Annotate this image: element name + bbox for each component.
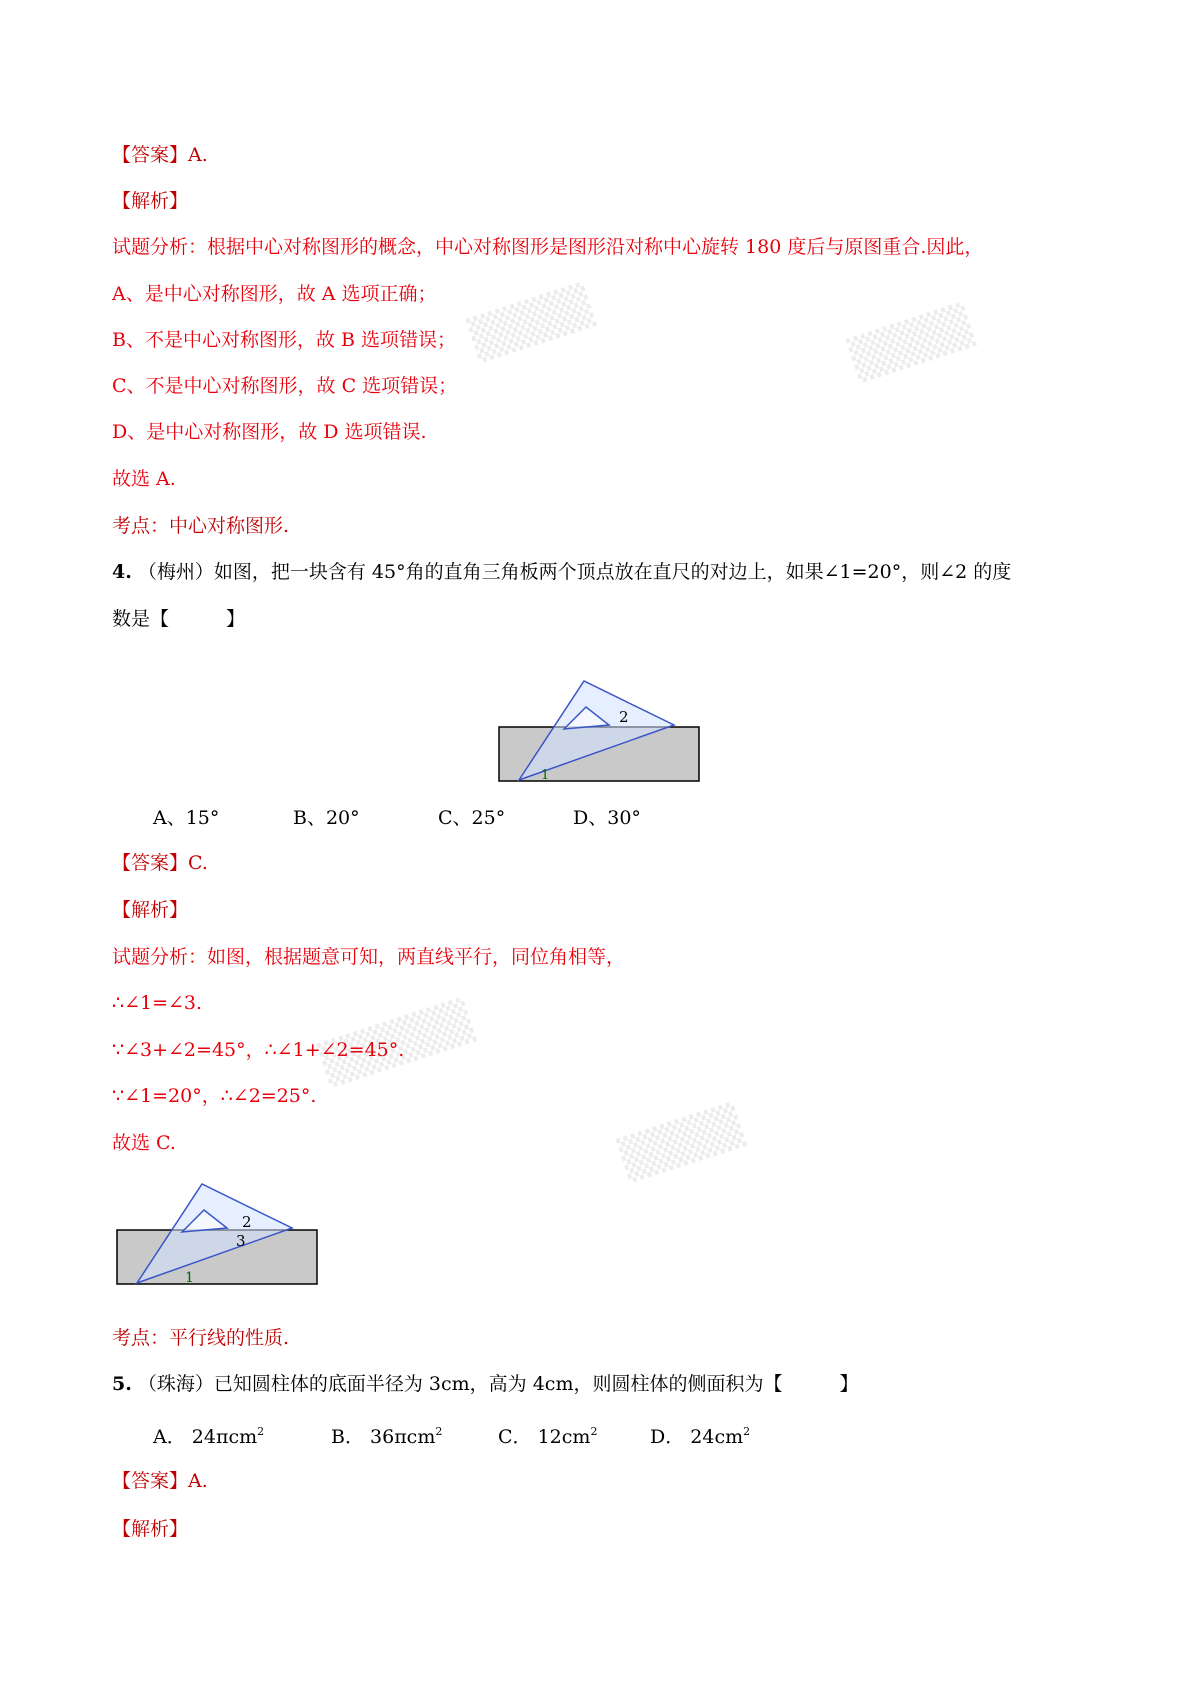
watermark: ▒▒▒▒ bbox=[845, 302, 978, 384]
solution-figure bbox=[102, 1176, 328, 1288]
angle-1-label: 1 bbox=[185, 1270, 194, 1286]
question-5 bbox=[112, 1371, 858, 1397]
analysis-line: D、是中心对称图形，故 D 选项错误. bbox=[112, 421, 427, 443]
analysis-line: 故选 A. bbox=[112, 468, 176, 490]
analysis-line: A、是中心对称图形，故 A 选项正确； bbox=[112, 283, 437, 305]
question-text: （珠海）已知圆柱体的底面半径为 3cm，高为 4cm，则圆柱体的侧面积为【 】 bbox=[137, 1373, 859, 1395]
question-4-line2: 数是【 】 bbox=[112, 608, 246, 630]
analysis-line: ∵∠3+∠2=45°，∴∠1+∠2=45°. bbox=[112, 1039, 405, 1061]
kaodian: 考点：中心对称图形. bbox=[112, 515, 290, 537]
answer-text: 【答案】A. bbox=[112, 144, 208, 166]
question-number: 4. bbox=[112, 561, 132, 583]
analysis-line: 故选 C. bbox=[112, 1132, 176, 1154]
watermark: ▒▒▒▒ bbox=[615, 1102, 748, 1184]
answer-text: 【答案】A. bbox=[112, 1470, 208, 1492]
analysis-label: 【解析】 bbox=[112, 190, 189, 212]
angle-1-label: 1 bbox=[541, 768, 550, 783]
ruler-triangle-figure bbox=[484, 673, 710, 785]
option-a: A、15° bbox=[153, 807, 220, 829]
answer-line bbox=[112, 142, 208, 168]
question-text: （梅州）如图，把一块含有 45°角的直角三角板两个顶点放在直尺的对边上，如果∠1=20°，则∠2 的度 bbox=[137, 561, 1012, 583]
answer-text: 【答案】C. bbox=[112, 852, 208, 874]
question-number: 5. bbox=[112, 1373, 132, 1395]
angle-3-label: 3 bbox=[236, 1232, 246, 1250]
analysis-line: ∵∠1=20°，∴∠2=25°. bbox=[112, 1085, 317, 1107]
option-b: B、20° bbox=[293, 807, 360, 829]
option-d: D、30° bbox=[573, 807, 641, 829]
option-b: B． 36πcm$^2$ bbox=[331, 1425, 443, 1448]
watermark: ▒▒▒▒ bbox=[465, 282, 598, 364]
analysis-label: 【解析】 bbox=[112, 899, 189, 921]
kaodian: 考点：平行线的性质. bbox=[112, 1327, 290, 1349]
watermark: ▒▒▒▒▒ bbox=[316, 997, 478, 1089]
angle-2-label: 2 bbox=[619, 708, 629, 726]
option-d: D． $24cm^2$ bbox=[650, 1425, 751, 1448]
option-a: A． 24πcm$^2$ bbox=[153, 1425, 265, 1448]
analysis-line: 试题分析：如图，根据题意可知，两直线平行，同位角相等， bbox=[112, 946, 626, 968]
option-c: C． $12cm^2$ bbox=[498, 1425, 598, 1448]
analysis-label: 【解析】 bbox=[112, 1518, 189, 1540]
analysis-line: B、不是中心对称图形，故 B 选项错误； bbox=[112, 329, 457, 351]
angle-2-label: 2 bbox=[242, 1213, 252, 1231]
analysis-line: 试题分析：根据中心对称图形的概念，中心对称图形是图形沿对称中心旋转 180 度后与原图重合.因此， bbox=[112, 236, 984, 258]
question-4 bbox=[112, 559, 1011, 585]
analysis-line: C、不是中心对称图形，故 C 选项错误； bbox=[112, 375, 458, 397]
option-c: C、25° bbox=[438, 807, 506, 829]
analysis-line: ∴∠1=∠3. bbox=[112, 992, 203, 1014]
